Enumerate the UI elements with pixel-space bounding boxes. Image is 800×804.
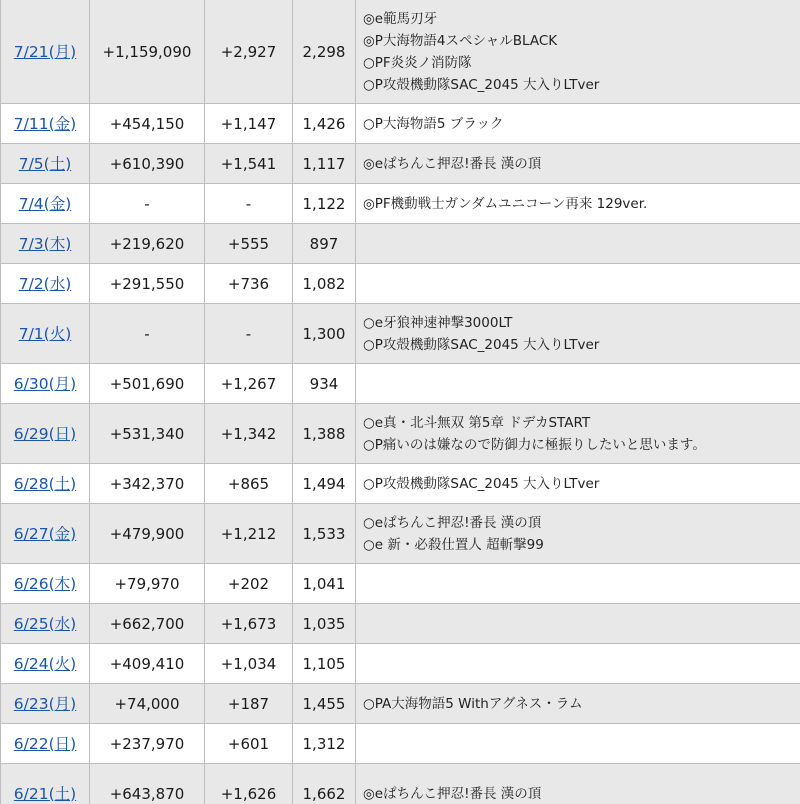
- date-cell: [1, 144, 90, 184]
- notes-cell: [356, 184, 800, 224]
- money-cell: +479,900: [90, 504, 205, 564]
- money-cell: -: [90, 184, 205, 224]
- machine-note: ○e牙狼神速神撃3000LT: [363, 314, 513, 331]
- results-table-body: [1, 0, 800, 804]
- notes-cell: [356, 504, 800, 564]
- date-cell: [1, 564, 90, 604]
- games-cell: 934: [293, 364, 356, 404]
- machine-note: ○P攻殻機動隊SAC_2045 大入りLTver: [363, 475, 600, 492]
- table-row: [1, 724, 800, 764]
- date-cell: [1, 0, 90, 104]
- table-row: [1, 564, 800, 604]
- machine-note: ○eぱちんこ押忍!番長 漢の頂: [363, 514, 542, 531]
- machine-note: ○P攻殻機動隊SAC_2045 大入りLTver: [363, 76, 600, 93]
- date-link[interactable]: 6/24(火): [13, 654, 77, 673]
- table-row: [1, 304, 800, 364]
- date-cell: [1, 104, 90, 144]
- diff-cell: +187: [205, 684, 293, 724]
- games-cell: 897: [293, 224, 356, 264]
- table-row: [1, 264, 800, 304]
- diff-cell: +555: [205, 224, 293, 264]
- machine-note: ○e 新・必殺仕置人 超斬撃99: [363, 536, 544, 553]
- date-link[interactable]: 7/3(木): [18, 234, 72, 253]
- money-cell: +454,150: [90, 104, 205, 144]
- date-link[interactable]: 6/22(日): [13, 734, 77, 753]
- diff-cell: -: [205, 304, 293, 364]
- notes-cell: [356, 404, 800, 464]
- table-row: [1, 184, 800, 224]
- machine-note: ○P大海物語5 ブラック: [363, 115, 504, 132]
- money-cell: +237,970: [90, 724, 205, 764]
- games-cell: 1,662: [293, 764, 356, 804]
- diff-cell: +1,626: [205, 764, 293, 804]
- date-link[interactable]: 6/26(木): [13, 574, 77, 593]
- machine-note: ◎P大海物語4スペシャルBLACK: [363, 32, 558, 49]
- machine-note: ○P痛いのは嫌なので防御力に極振りしたいと思います。: [363, 436, 706, 453]
- notes-cell: [356, 644, 800, 684]
- games-cell: 1,082: [293, 264, 356, 304]
- notes-cell: [356, 564, 800, 604]
- diff-cell: +1,342: [205, 404, 293, 464]
- date-link[interactable]: 6/28(土): [13, 474, 77, 493]
- notes-cell: [356, 224, 800, 264]
- date-cell: [1, 224, 90, 264]
- machine-note: ○PA大海物語5 Withアグネス・ラム: [363, 695, 583, 712]
- machine-note: ◎PF機動戦士ガンダムユニコーン再来 129ver.: [363, 195, 648, 212]
- machine-note: ○P攻殻機動隊SAC_2045 大入りLTver: [363, 336, 600, 353]
- notes-cell: [356, 304, 800, 364]
- date-cell: [1, 464, 90, 504]
- date-link[interactable]: 7/21(月): [13, 42, 77, 61]
- table-row: [1, 464, 800, 504]
- notes-cell: [356, 264, 800, 304]
- money-cell: +501,690: [90, 364, 205, 404]
- money-cell: +79,970: [90, 564, 205, 604]
- diff-cell: -: [205, 184, 293, 224]
- notes-cell: [356, 144, 800, 184]
- date-cell: [1, 184, 90, 224]
- machine-note: ◎e範馬刃牙: [363, 10, 438, 27]
- games-cell: 1,300: [293, 304, 356, 364]
- games-cell: 1,426: [293, 104, 356, 144]
- table-row: [1, 364, 800, 404]
- table-row: [1, 0, 800, 104]
- table-row: [1, 644, 800, 684]
- diff-cell: +1,147: [205, 104, 293, 144]
- diff-cell: +736: [205, 264, 293, 304]
- money-cell: +74,000: [90, 684, 205, 724]
- money-cell: +610,390: [90, 144, 205, 184]
- notes-cell: [356, 604, 800, 644]
- games-cell: 1,388: [293, 404, 356, 464]
- games-cell: 1,494: [293, 464, 356, 504]
- machine-note: ◎eぱちんこ押忍!番長 漢の頂: [363, 155, 542, 172]
- games-cell: 1,035: [293, 604, 356, 644]
- date-link[interactable]: 7/1(火): [18, 324, 72, 343]
- date-link[interactable]: 7/5(土): [18, 154, 72, 173]
- games-cell: 1,122: [293, 184, 356, 224]
- money-cell: +409,410: [90, 644, 205, 684]
- money-cell: +291,550: [90, 264, 205, 304]
- date-cell: [1, 644, 90, 684]
- date-link[interactable]: 7/4(金): [18, 194, 72, 213]
- machine-note: ○PF炎炎ノ消防隊: [363, 54, 472, 71]
- diff-cell: +865: [205, 464, 293, 504]
- money-cell: +531,340: [90, 404, 205, 464]
- diff-cell: +601: [205, 724, 293, 764]
- table-row: [1, 684, 800, 724]
- date-cell: [1, 304, 90, 364]
- diff-cell: +1,267: [205, 364, 293, 404]
- table-row: [1, 104, 800, 144]
- date-link[interactable]: 6/27(金): [13, 524, 77, 543]
- machine-note: ○e真・北斗無双 第5章 ドデカSTART: [363, 414, 591, 431]
- money-cell: +1,159,090: [90, 0, 205, 104]
- money-cell: -: [90, 304, 205, 364]
- date-link[interactable]: 6/21(土): [13, 784, 77, 803]
- date-link[interactable]: 7/11(金): [13, 114, 77, 133]
- table-row: [1, 604, 800, 644]
- notes-cell: [356, 724, 800, 764]
- money-cell: +643,870: [90, 764, 205, 804]
- money-cell: +219,620: [90, 224, 205, 264]
- money-cell: +342,370: [90, 464, 205, 504]
- date-link[interactable]: 6/25(水): [13, 614, 77, 633]
- notes-cell: [356, 764, 800, 804]
- notes-cell: [356, 104, 800, 144]
- date-cell: [1, 684, 90, 724]
- date-cell: [1, 604, 90, 644]
- games-cell: 1,533: [293, 504, 356, 564]
- games-cell: 2,298: [293, 0, 356, 104]
- games-cell: 1,117: [293, 144, 356, 184]
- date-cell: [1, 504, 90, 564]
- notes-cell: [356, 464, 800, 504]
- date-cell: [1, 364, 90, 404]
- diff-cell: +1,034: [205, 644, 293, 684]
- games-cell: 1,105: [293, 644, 356, 684]
- games-cell: 1,312: [293, 724, 356, 764]
- diff-cell: +2,927: [205, 0, 293, 104]
- table-row: [1, 764, 800, 804]
- date-cell: [1, 764, 90, 804]
- table-row: [1, 144, 800, 184]
- date-cell: [1, 404, 90, 464]
- date-link[interactable]: 6/29(日): [13, 424, 77, 443]
- table-row: [1, 404, 800, 464]
- diff-cell: +1,541: [205, 144, 293, 184]
- diff-cell: +1,673: [205, 604, 293, 644]
- machine-note: ◎eぱちんこ押忍!番長 漢の頂: [363, 785, 542, 802]
- date-link[interactable]: 7/2(水): [18, 274, 72, 293]
- money-cell: +662,700: [90, 604, 205, 644]
- date-link[interactable]: 6/30(月): [13, 374, 77, 393]
- diff-cell: +1,212: [205, 504, 293, 564]
- diff-cell: +202: [205, 564, 293, 604]
- games-cell: 1,455: [293, 684, 356, 724]
- date-cell: [1, 724, 90, 764]
- date-link[interactable]: 6/23(月): [13, 694, 77, 713]
- notes-cell: [356, 364, 800, 404]
- notes-cell: [356, 0, 800, 104]
- table-row: [1, 504, 800, 564]
- date-cell: [1, 264, 90, 304]
- notes-cell: [356, 684, 800, 724]
- games-cell: 1,041: [293, 564, 356, 604]
- table-row: [1, 224, 800, 264]
